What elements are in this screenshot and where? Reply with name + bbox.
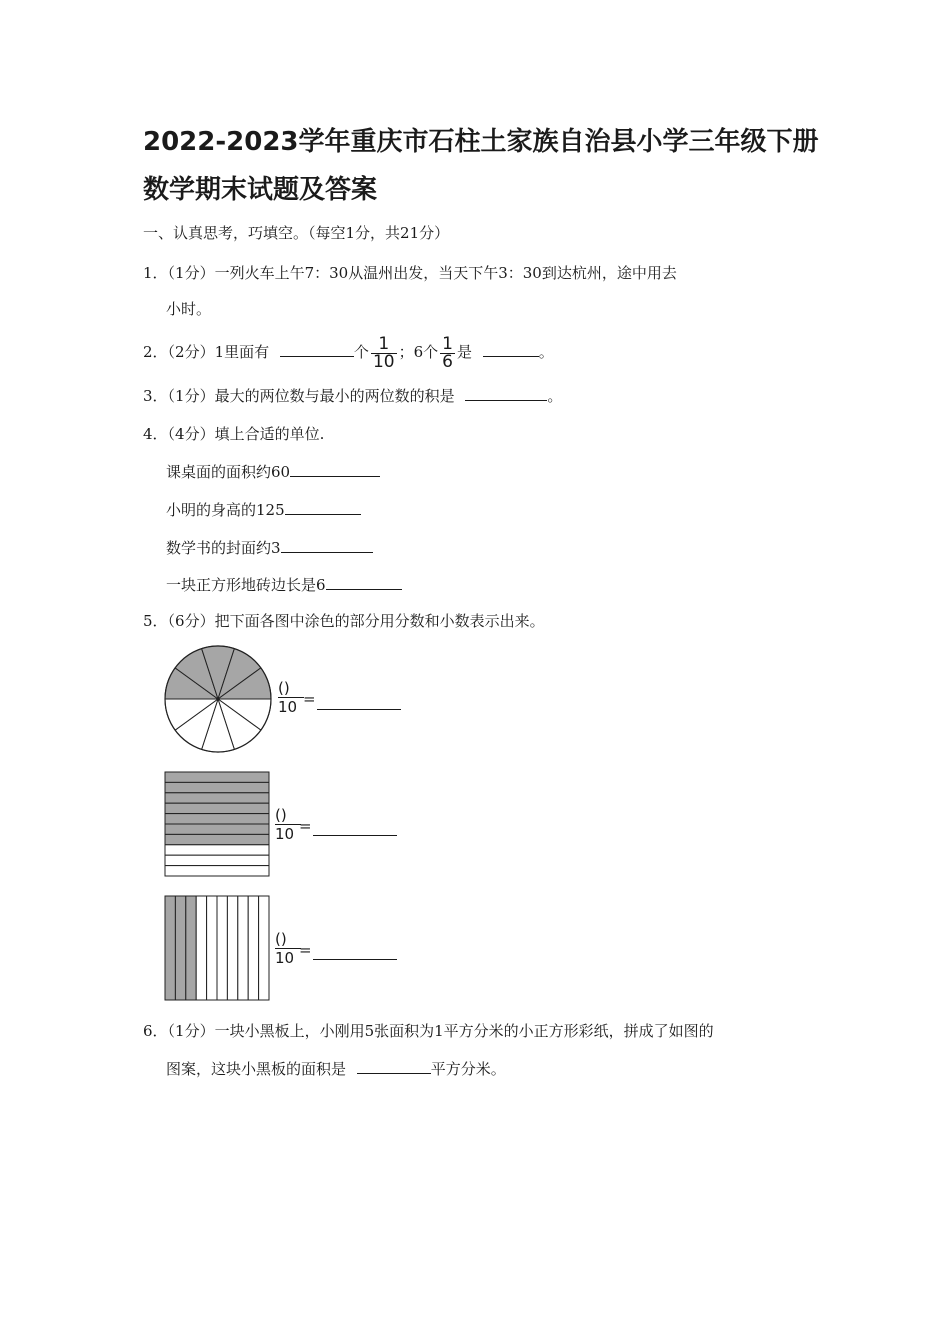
question-2-part-2: 个 bbox=[353, 343, 369, 361]
question-2-part-1: 2．（2分）1里面有 bbox=[143, 343, 270, 361]
answer-blank[interactable] bbox=[281, 536, 373, 553]
question-3-text: 3．（1分）最大的两位数与最小的两位数的积是 bbox=[143, 387, 455, 405]
question-5: 5．（6分）把下面各图中涂色的部分用分数和小数表示出来。 bbox=[143, 612, 545, 630]
strip-shaded bbox=[165, 814, 269, 824]
question-2-part-3: ；6个 bbox=[398, 343, 439, 361]
strip-shaded bbox=[165, 772, 269, 782]
answer-blank[interactable] bbox=[285, 498, 361, 515]
strip bbox=[217, 896, 227, 1000]
answer-blank[interactable] bbox=[290, 460, 380, 477]
strip bbox=[165, 855, 269, 865]
answer-blank[interactable] bbox=[483, 340, 539, 357]
question-4-item-2: 小明的身高的125 bbox=[166, 498, 361, 521]
fraction-label-2: () 10 bbox=[275, 806, 301, 843]
page-title: 2022-2023学年重庆市石柱土家族自治县小学三年级下册数学期末试题及答案 bbox=[143, 127, 819, 205]
equals-sign: = bbox=[303, 690, 316, 708]
question-6-line-1: 6．（1分）一块小黑板上，小刚用5张面积为1平方分米的小正方形彩纸，拼成了如图的 bbox=[143, 1022, 714, 1040]
equals-sign: = bbox=[299, 941, 312, 959]
strip bbox=[259, 896, 269, 1000]
shaded-circle-figure bbox=[163, 644, 273, 754]
question-4-item-1: 课桌面的面积约60 bbox=[166, 460, 380, 483]
fraction-one-tenth: $\frac{1}{10}$ bbox=[372, 333, 395, 372]
fraction-one-sixth: $\frac{1}{6}$ bbox=[442, 333, 453, 372]
strip bbox=[165, 845, 269, 855]
answer-blank[interactable] bbox=[326, 573, 402, 590]
question-3 bbox=[143, 384, 562, 407]
question-4-item-4: 一块正方形地砖边长是6 bbox=[166, 573, 402, 596]
question-3-end: 。 bbox=[547, 387, 563, 405]
fraction-label-1: () 10 bbox=[278, 679, 304, 716]
strip-shaded bbox=[165, 896, 175, 1000]
shaded-horizontal-strips-figure bbox=[164, 771, 270, 877]
answer-blank[interactable] bbox=[357, 1057, 431, 1074]
strip bbox=[196, 896, 206, 1000]
shaded-vertical-strips-figure bbox=[164, 895, 270, 1001]
strip bbox=[227, 896, 237, 1000]
question-4: 4．（4分）填上合适的单位. bbox=[143, 425, 325, 443]
question-2-part-5: 。 bbox=[538, 343, 554, 361]
answer-blank[interactable] bbox=[317, 708, 401, 710]
answer-blank[interactable] bbox=[465, 384, 547, 401]
strip-shaded bbox=[186, 896, 196, 1000]
equals-sign: = bbox=[299, 817, 312, 835]
strip-shaded bbox=[175, 896, 185, 1000]
strip-shaded bbox=[165, 824, 269, 834]
strip bbox=[207, 896, 217, 1000]
fraction-label-3: () 10 bbox=[275, 930, 301, 967]
answer-blank[interactable] bbox=[313, 958, 397, 960]
question-4-item-3: 数学书的封面约3 bbox=[166, 536, 373, 559]
question-2 bbox=[143, 332, 554, 372]
question-2-part-4: 是 bbox=[456, 343, 472, 361]
strip bbox=[238, 896, 248, 1000]
answer-blank[interactable] bbox=[313, 834, 397, 836]
question-1-line-1: 1．（1分）一列火车上午7：30从温州出发，当天下午3：30到达杭州，途中用去 bbox=[143, 264, 677, 282]
question-6-line-2: 图案，这块小黑板的面积是 平方分米。 bbox=[166, 1057, 506, 1080]
strip-shaded bbox=[165, 793, 269, 803]
answer-blank[interactable] bbox=[280, 340, 354, 357]
strip-shaded bbox=[165, 803, 269, 813]
question-1-line-2: 小时。 bbox=[166, 300, 212, 318]
strip bbox=[165, 866, 269, 876]
strip-shaded bbox=[165, 782, 269, 792]
strip bbox=[248, 896, 258, 1000]
strip-shaded bbox=[165, 834, 269, 844]
section-heading: 一、认真思考，巧填空。（每空1分，共21分） bbox=[143, 224, 450, 242]
